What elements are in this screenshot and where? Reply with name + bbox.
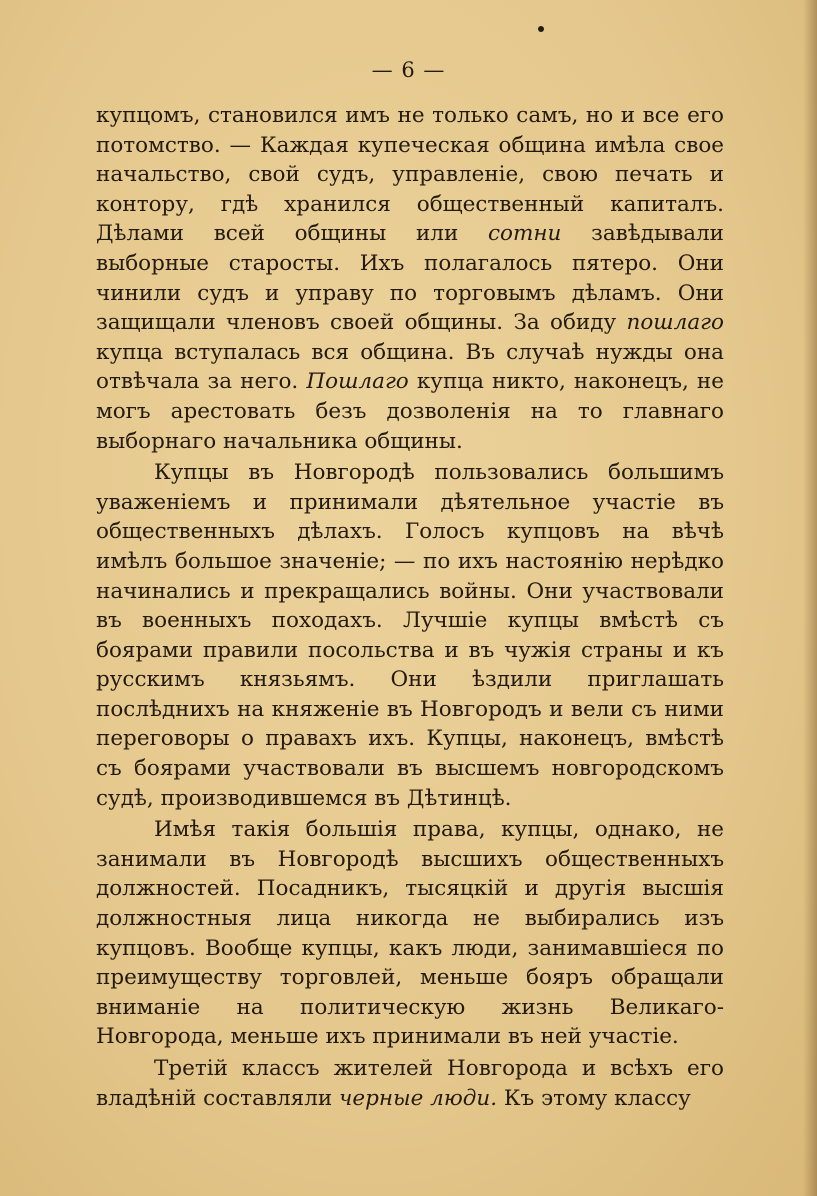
paragraph-3 xyxy=(96,815,724,1052)
paragraph-4 xyxy=(96,1054,724,1113)
text-run: купца никто, наконецъ, не могъ арестовать безъ дозволенія на то главнаго выборнаго начальника общины. xyxy=(96,369,724,454)
italic-term: сотни xyxy=(488,221,562,247)
page-number: — 6 — xyxy=(371,58,446,82)
italic-term: пошлаго xyxy=(626,310,724,336)
paragraph-2 xyxy=(96,458,724,813)
paragraph-1 xyxy=(96,101,724,456)
text-run: купца вступалась вся община. Въ случаѣ нужды она отвѣчала за него. xyxy=(96,339,724,395)
text-run: Имѣя такія большія права, купцы, однако, не занимали въ Новгородѣ высшихъ общественныхъ должностей. Посадникъ, тысяцкій и другія высшія должностныя лица никогда не выбирались изъ купцовъ. Вообще купцы, какъ люди, занимавшіеся по преимуществу торговлей, меньше бояръ обращали вниманіе на политическую жизнь Великаго-Новгорода, меньше ихъ принимали въ ней участіе. xyxy=(96,817,724,1050)
body-text xyxy=(96,101,724,1113)
page-edge-shadow xyxy=(803,0,817,1196)
ink-speck xyxy=(538,26,544,32)
text-run: Третій классъ жителей Новгорода и всѣхъ его владѣній составляли xyxy=(96,1056,724,1111)
italic-term: черные люди. xyxy=(339,1085,498,1111)
text-run: завѣдывали выборные старосты. Ихъ полагалось пятеро. Они чинили судъ и управу по торговымъ дѣламъ. Они защищали членовъ своей общины. За обиду xyxy=(96,221,724,336)
text-run: Купцы въ Новгородѣ пользовались большимъ уваженіемъ и принимали дѣятельное участіе въ общественныхъ дѣлахъ. Голосъ купцовъ на вѣчѣ имѣлъ большое значеніе; — по ихъ настоянію нерѣдко начинались и прекращались войны. Они участвовали въ военныхъ походахъ. Лучшіе купцы вмѣстѣ съ боярами правили посольства и въ чужія страны и къ русскимъ князьямъ. Они ѣздили приглашать послѣднихъ на княженіе въ Новгородъ и вели съ ними переговоры о правахъ ихъ. Купцы, наконецъ, вмѣстѣ съ боярами участвовали въ высшемъ новгородскомъ судѣ, производившемся въ Дѣтинцѣ. xyxy=(96,460,724,811)
italic-term: Пошлаго xyxy=(306,369,409,395)
text-run: купцомъ, становился имъ не только самъ, но и все его потомство. — Каждая купеческая община имѣла свое начальство, свой судъ, управленіе, свою печать и контору, гдѣ хранился общественный капиталъ. Дѣлами всей общины или xyxy=(96,103,724,247)
text-run: Къ этому классу xyxy=(497,1085,691,1111)
